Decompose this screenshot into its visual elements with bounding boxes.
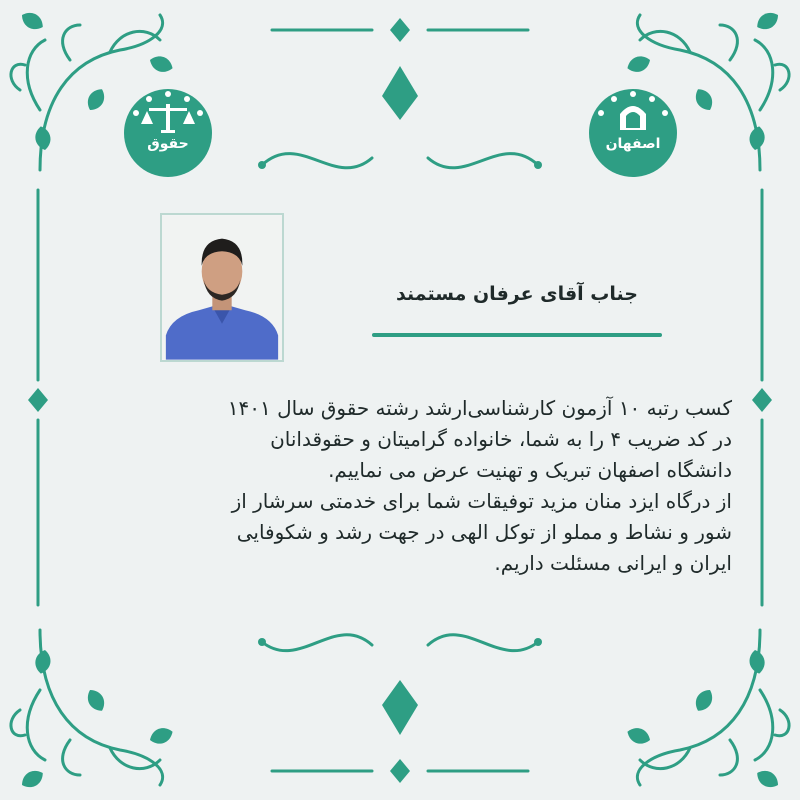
- bottom-swirl: [262, 635, 538, 651]
- recipient-name: جناب آقای عرفان مستمند: [396, 283, 638, 305]
- scales-icon: [121, 86, 215, 180]
- corner-ornament-bottom-right: [637, 630, 789, 785]
- university-logo: [586, 86, 680, 180]
- right-diamond: [752, 388, 772, 412]
- message-line: از درگاه ایزد منان مزید توفیقات شما برای خدمتی سرشار از: [231, 489, 732, 513]
- person-portrait-icon: [162, 215, 282, 360]
- congratulation-message: [68, 393, 732, 579]
- message-line: در کد ضریب ۴ را به شما، خانواده گرامیتان و حقوقدانان: [270, 427, 732, 451]
- logo-label-law: حقوق: [147, 136, 189, 152]
- law-faculty-logo: [121, 86, 215, 180]
- message-line: کسب رتبه ۱۰ آزمون کارشناسی‌ارشد رشته حقوق سال ۱۴۰۱: [227, 396, 732, 420]
- message-line: دانشگاه اصفهان تبریک و تهنیت عرض می نماییم.: [328, 458, 732, 482]
- message-line: شور و نشاط و مملو از توکل الهی در جهت رشد و شکوفایی: [236, 520, 732, 544]
- corner-ornament-bottom-left: [11, 630, 163, 785]
- bottom-diamond: [390, 759, 410, 783]
- top-drop: [382, 66, 418, 120]
- top-diamond: [390, 18, 410, 42]
- bottom-drop: [382, 680, 418, 735]
- university-emblem-icon: [586, 86, 680, 180]
- portrait-photo: [160, 213, 284, 362]
- corner-leaves-bottom-left: [18, 649, 175, 792]
- corner-leaves-bottom-right: [625, 649, 782, 792]
- message-line: ایران و ایرانی مسئلت داریم.: [494, 551, 732, 575]
- logo-label-isfahan: اصفهان: [605, 136, 661, 152]
- top-swirl: [262, 154, 538, 168]
- name-underline: [372, 333, 662, 337]
- left-diamond: [28, 388, 48, 412]
